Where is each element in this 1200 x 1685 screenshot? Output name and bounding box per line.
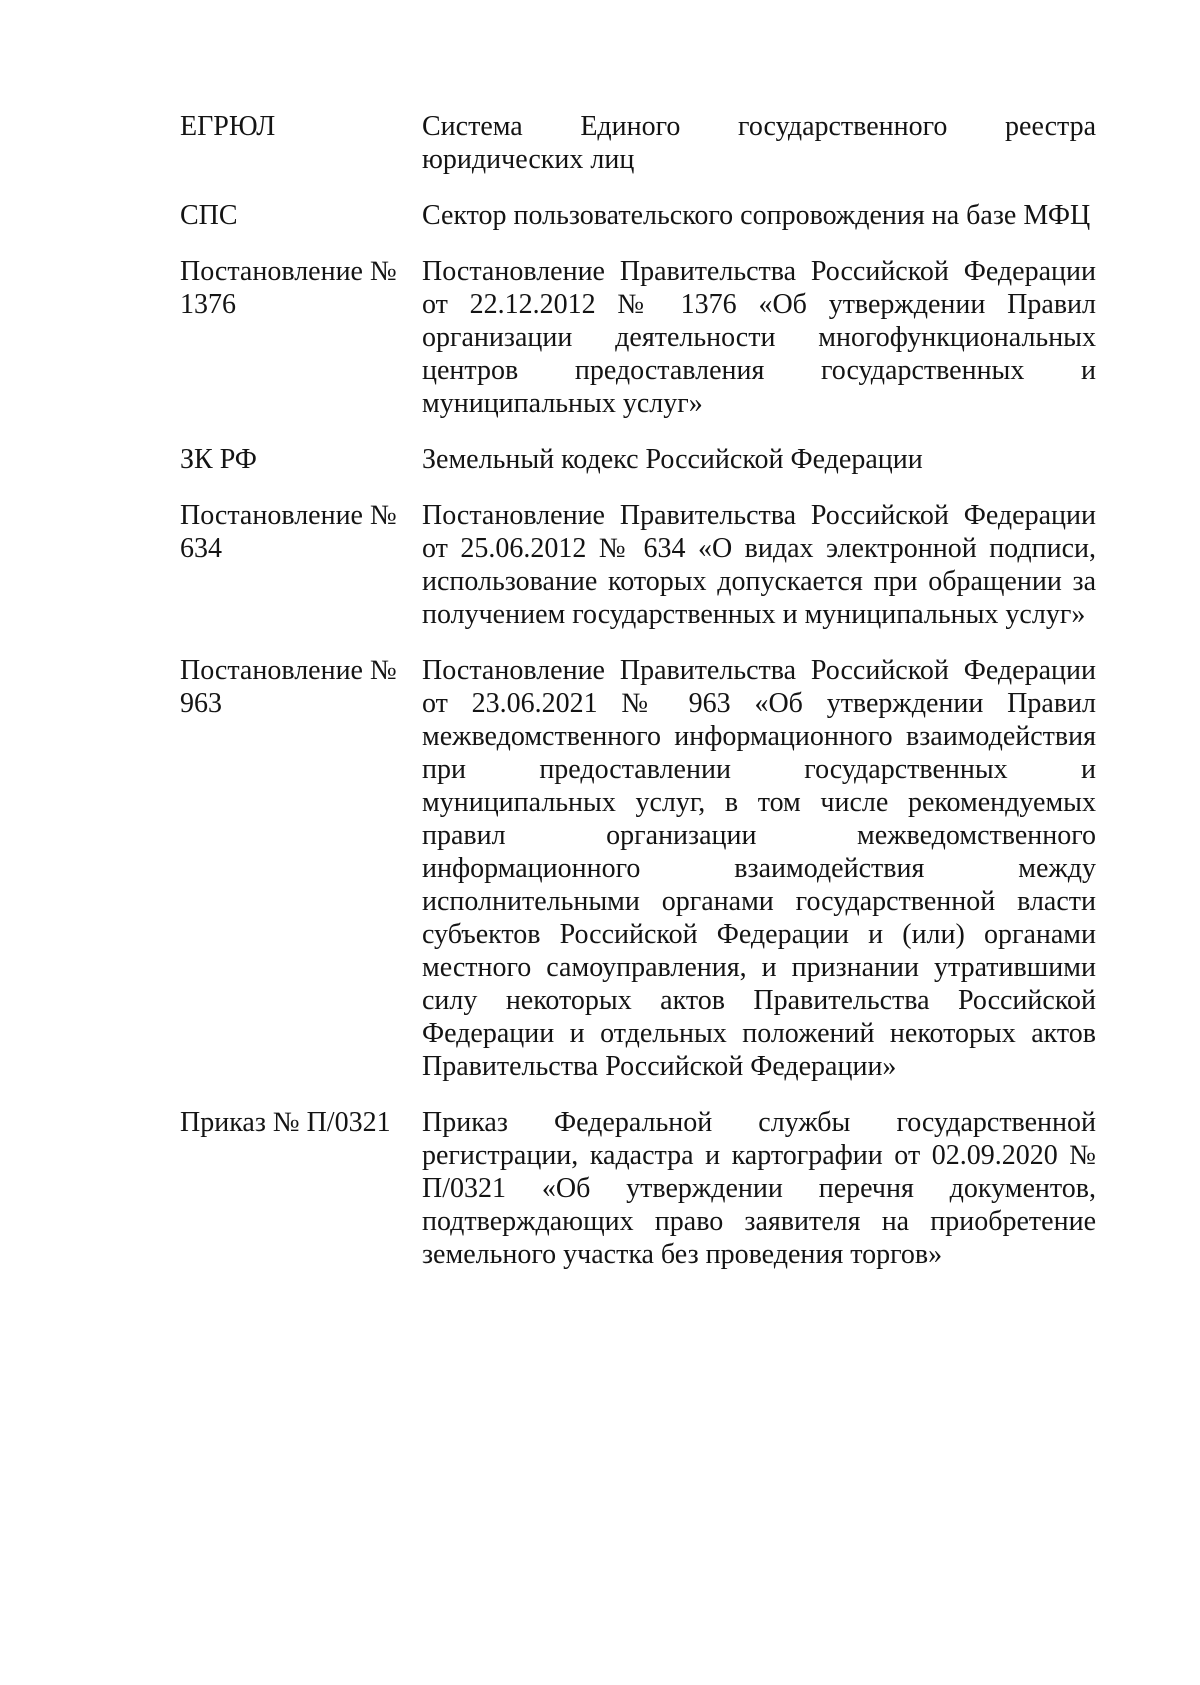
abbreviation-definition: Приказ Федеральной службы государственной регистрации, кадастра и картографии от 02.09.2020 № П/0321 «Об утверждении перечня документов, подтверждающих право заявителя на приобретение земельного участка без проведения торгов» (422, 1107, 1096, 1270)
abbreviation-term (180, 255, 422, 321)
abbreviation-term (180, 499, 422, 565)
abbreviation-definition: Система Единого государственного реестра юридических лиц (422, 111, 1096, 175)
abbreviation-entry (180, 199, 1096, 232)
term-line: 963 (180, 688, 222, 719)
term-line: Приказ № П/0321 (180, 1107, 391, 1138)
term-line: Постановление № (180, 256, 397, 287)
abbreviation-term (180, 654, 422, 720)
term-line: 634 (180, 533, 222, 564)
abbreviation-entry (180, 443, 1096, 476)
abbreviation-definition: Постановление Правительства Российской Федерации от 25.06.2012 № 634 «О видах электронной подписи, использование которых допускается при обращении за получением государственных и муниципальных услуг» (422, 500, 1096, 630)
abbreviation-definition: Постановление Правительства Российской Федерации от 23.06.2021 № 963 «Об утверждении Правил межведомственного информационного взаимодействия при предоставлении государственных и муниципальных услуг, в том числе рекомендуемых правил организации межведомственного информационного взаимодействия между исполнительными органами государственной власти субъектов Российской Федерации и (или) органами местного самоуправления, и признании утратившими силу некоторых актов Правительства Российской Федерации и отдельных положений некоторых актов Правительства Российской Федерации» (422, 655, 1096, 1082)
term-line: Постановление № (180, 655, 397, 686)
abbreviation-term (180, 110, 422, 143)
abbreviation-entry (180, 654, 1096, 1083)
term-line: Постановление № (180, 500, 397, 531)
abbreviations-list (180, 110, 1096, 1294)
term-line: ЕГРЮЛ (180, 111, 276, 142)
term-line: 1376 (180, 289, 236, 320)
abbreviation-term (180, 1106, 422, 1139)
abbreviation-term (180, 443, 422, 476)
abbreviation-entry (180, 499, 1096, 631)
abbreviation-definition: Постановление Правительства Российской Федерации от 22.12.2012 № 1376 «Об утверждении Правил организации деятельности многофункциональных центров предоставления государственных и муниципальных услуг» (422, 256, 1096, 419)
abbreviation-entry (180, 255, 1096, 420)
abbreviation-entry (180, 1106, 1096, 1271)
abbreviation-term (180, 199, 422, 232)
abbreviation-entry (180, 110, 1096, 176)
term-line: ЗК РФ (180, 444, 257, 475)
term-line: СПС (180, 200, 238, 231)
abbreviation-definition: Земельный кодекс Российской Федерации (422, 444, 923, 475)
abbreviation-definition: Сектор пользовательского сопровождения на базе МФЦ (422, 200, 1091, 231)
